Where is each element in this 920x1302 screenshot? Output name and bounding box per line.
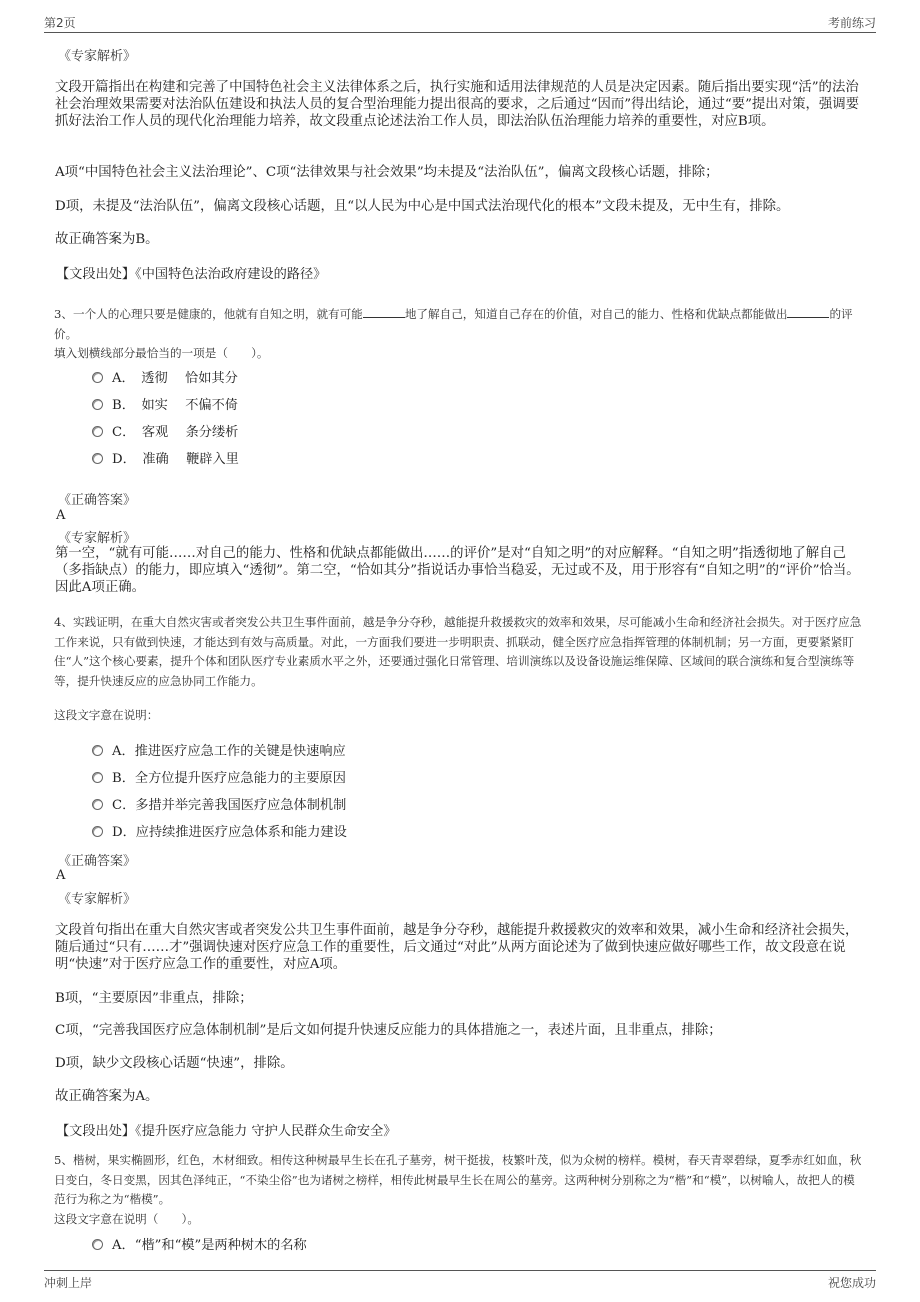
option-b[interactable]: B．全方位提升医疗应急能力的主要原因 [92, 767, 346, 786]
question-prompt: 这段文字意在说明： [54, 708, 159, 722]
footer-right-caption: 祝您成功 [827, 1276, 876, 1290]
answer-label: 《正确答案》 [58, 854, 137, 869]
footer-left-caption: 冲刺上岸 [44, 1276, 93, 1290]
passage-source: 【文段出处】《提升医疗应急能力 守护人民群众生命安全》 [56, 1124, 397, 1139]
passage-source: 【文段出处】《中国特色法治政府建设的路径》 [56, 267, 327, 282]
analysis-label: 《专家解析》 [58, 892, 137, 907]
question-stem: 3、一个人的心理只要是健康的，他就有自知之明，就有可能 地了解自己，知道自己存在的价值，对自己的能力、性格和优缺点都能做出 的评价。 [54, 307, 853, 341]
radio-button[interactable] [92, 826, 103, 837]
page-footer [44, 1270, 876, 1291]
header-caption: 考前练习 [827, 16, 876, 30]
analysis-paragraph: D项，未提及“法治队伍”，偏离文段核心话题，且“以人民为中心是中国式法治现代化的根本”文段未提及，无中生有，排除。 [55, 199, 790, 214]
radio-button[interactable] [92, 399, 103, 410]
question-prompt: 填入划横线部分最恰当的一项是（ ）。 [54, 346, 269, 360]
analysis-paragraph: D项，缺少文段核心话题“快速”，排除。 [55, 1056, 294, 1071]
radio-button[interactable] [92, 772, 103, 783]
analysis-paragraph: C项，“完善我国医疗应急体制机制”是后文如何提升快速反应能力的具体措施之一，表述片面，且非重点，排除； [55, 1023, 722, 1038]
option-d[interactable]: D． 准确 鞭辟入里 [92, 448, 239, 467]
page-header [44, 14, 876, 33]
question-stem: 5、楷树，果实椭圆形，红色，木材细致。相传这种树最早生长在孔子墓旁，树干挺拔，枝繁叶茂，似为众树的榜样。模树，春天青翠碧绿，夏季赤红如血，秋日变白，冬日变黑，因其色泽纯正，“不染尘俗”也为诸树之榜样，相传此树最早生长在周公的墓旁。这两种树分别称之为“楷”和“模”，以树喻人，故把人的模范行为称之为“楷模”。 [54, 1153, 862, 1207]
radio-button[interactable] [92, 426, 103, 437]
page-number: 第2页 [44, 16, 76, 30]
answer-label: 《正确答案》 [58, 493, 137, 508]
analysis-label: 《专家解析》 [58, 531, 137, 546]
analysis-paragraph: 文段开篇指出在构建和完善了中国特色社会主义法律体系之后，执行实施和适用法律规范的人员是决定因素。随后指出要实现“活”的法治社会治理效果需要对法治队伍建设和执法人员的复合型治理能力提出很高的要求，之后通过“因而”得出结论，通过“要”提出对策，强调要抓好法治工作人员的现代化治理能力培养，故文段重点论述法治工作人员，即法治队伍治理能力培养的重要性，对应B项。 [55, 80, 860, 129]
analysis-paragraph: A项“中国特色社会主义法治理论”、C项“法律效果与社会效果”均未提及“法治队伍”，偏离文段核心话题，排除； [55, 165, 719, 180]
answer-conclusion: 故正确答案为A。 [55, 1089, 159, 1104]
radio-button[interactable] [92, 799, 103, 810]
radio-button[interactable] [92, 1239, 103, 1250]
analysis-paragraph: 文段首句指出在重大自然灾害或者突发公共卫生事件面前，越是争分夺秒，越能提升救援救灾的效率和效果，减小生命和经济社会损失，随后通过“只有……才”强调快速对医疗应急工作的重要性，后文通过“对此”从两方面论述为了做到快速应做好哪些工作，故文段意在说明“快速”对于医疗应急工作的重要性，对应A项。 [55, 923, 859, 972]
fill-blank [363, 306, 405, 318]
option-a[interactable]: A． 透彻 恰如其分 [92, 367, 238, 386]
answer-conclusion: 故正确答案为B。 [55, 232, 159, 247]
analysis-paragraph: 第一空，“就有可能……对自己的能力、性格和优缺点都能做出……的评价”是对“自知之明”的对应解释。“自知之明”指透彻地了解自己（多指缺点）的能力，即应填入“透彻”。第二空，“恰如其分”指说话办事恰当稳妥，无过或不及，用于形容有“自知之明”的“评价”恰当。因此A项正确。 [55, 546, 860, 595]
option-a[interactable]: A．“楷”和“模”是两种树木的名称 [92, 1234, 307, 1253]
option-c[interactable]: C． 客观 条分缕析 [92, 421, 238, 440]
option-c[interactable]: C．多措并举完善我国医疗应急体制机制 [92, 794, 346, 813]
fill-blank [787, 306, 829, 318]
question-prompt: 这段文字意在说明（ ）。 [54, 1212, 199, 1226]
option-a[interactable]: A．推进医疗应急工作的关键是快速响应 [92, 740, 346, 759]
option-d[interactable]: D．应持续推进医疗应急体系和能力建设 [92, 821, 347, 840]
correct-answer: A [56, 508, 66, 523]
radio-button[interactable] [92, 745, 103, 756]
radio-button[interactable] [92, 453, 103, 464]
radio-button[interactable] [92, 372, 103, 383]
question-stem: 4、实践证明，在重大自然灾害或者突发公共卫生事件面前，越是争分夺秒，越能提升救援救灾的效率和效果，尽可能减小生命和经济社会损失。对于医疗应急工作来说，只有做到快速，才能达到有效与高质量。对此，一方面我们要进一步明职责、抓联动，健全医疗应急指挥管理的体制机制；另一方面，更要紧紧盯住“人”这个核心要素，提升个体和团队医疗专业素质水平之外，还要通过强化日常管理、培训演练以及设备设施运维保障、区域间的联合演练和复合型演练等等，提升快速反应的应急协同工作能力。 [54, 615, 862, 688]
option-b[interactable]: B． 如实 不偏不倚 [92, 394, 238, 413]
analysis-paragraph: B项，“主要原因”非重点，排除； [55, 991, 253, 1006]
analysis-label: 《专家解析》 [58, 49, 137, 64]
correct-answer: A [56, 868, 66, 883]
